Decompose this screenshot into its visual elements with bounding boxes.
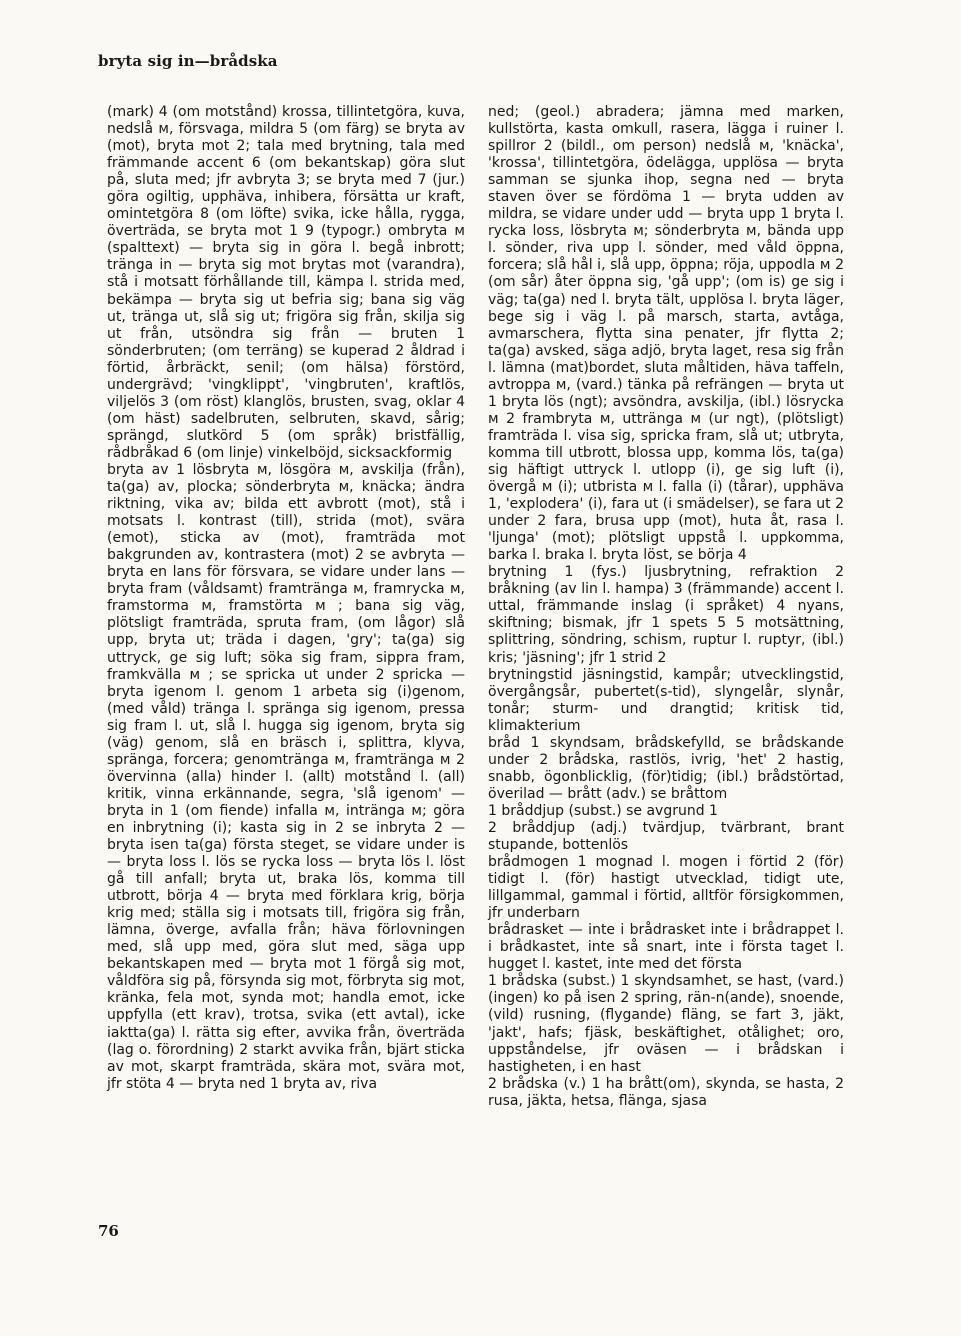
dictionary-entry: brytning 1 (fys.) ljusbrytning, refraktion 2 bråkning (av lin l. hampa) 3 (främmande) accent l. uttal, främmande inslag (i språket) 4 nyans, skiftning; bismak, jfr 1 spets 5 5 motsättning, splittring, söndring, schism, ruptur l. ruptyr, (ibl.) kris; 'jäsning'; jfr 1 strid 2 <box>488 564 844 666</box>
dictionary-entry: brådmogen 1 mognad l. mogen i förtid 2 (för) tidigt l. (för) hastigt utvecklad, tidigt ute, lillgammal, gammal i förtid, alltför försigkommen, jfr underbarn <box>488 854 844 922</box>
dictionary-entry: brådrasket — inte i brådrasket inte i brådrappet l. i brådkastet, inte så snart, inte i första taget l. hugget l. kastet, inte med det första <box>488 922 844 973</box>
page-number: 76 <box>98 1222 119 1240</box>
dictionary-entry: 2 brådska (v.) 1 ha brått(om), skynda, se hasta, 2 rusa, jäkta, hetsa, flänga, sjasa <box>488 1075 844 1109</box>
dictionary-entry: 1 brådska (subst.) 1 skyndsamhet, se hast, (vard.) (ingen) ko på isen 2 spring, rän-n(ande), snoende, (vild) rusning, (flygande) fläng, se fart 3, jäkt, 'jakt', hafs; fjäsk, beskäftighet, otålighet; oro, uppståndelse, jfr oväsen — i brådskan i hastigheten, i en hast <box>488 973 844 1075</box>
dictionary-entry: (mark) 4 (om motstånd) krossa, tillintetgöra, kuva, nedslå ᴍ, försvaga, mildra 5 (om färg) se bryta av (mot), bryta mot 2; tala med brytning, tala med främmande accent 6 (om bekantskap) göra slut på, sluta med; jfr avbryta 3; se bryta med 7 (jur.) göra ogiltig, upphäva, inhibera, försätta ur kraft, omintetgöra 8 (om löfte) svika, icke hålla, rygga, överträda, se bryta mot 1 9 (typogr.) ombryta ᴍ (spalttext) — bryta sig in göra l. begå inbrott; tränga in — bryta sig mot brytas mot (varandra), stå i motsatt förhållande till, kämpa l. strida med, bekämpa — bryta sig ut befria sig; bana sig väg ut, tränga ut, slå sig ut; frigöra sig från, skilja sig ut från, utsöndra sig från — bruten 1 sönderbruten; (om terräng) se kuperad 2 åldrad i förtid, årbräckt, senil; (om hälsa) förstörd, undergrävd; 'vingklippt', 'vingbruten', kraftlös, viljelös 3 (om röst) klanglös, brusten, svag, oklar 4 (om häst) sadelbruten, selbruten, skavd, sårig; sprängd, slutkörd 5 (om språk) bristfällig, rådbråkad 6 (om linje) vinkelböjd, sicksackformig <box>107 104 465 461</box>
running-head: bryta sig in—brådska <box>98 52 278 70</box>
dictionary-entry: bråd 1 skyndsam, brådskefylld, se brådskande under 2 brådska, rastlös, ivrig, 'het' 2 hastig, snabb, ögonblicklig, (för)tidig; (ibl.) brådstörtad, överilad — brått (adv.) se bråttom <box>488 734 844 802</box>
dictionary-entry: 1 bråddjup (subst.) se avgrund 1 <box>488 802 718 819</box>
right-column <box>488 104 844 1110</box>
dictionary-entry: brytningstid jäsningstid, kampår; utvecklingstid, övergångsår, pubertet(s-tid), slyngelår, slynår, tonår; sturm- und drangtid; kritisk tid, klimakterium <box>488 666 844 734</box>
dictionary-entry: ned; (geol.) abradera; jämna med marken, kullstörta, kasta omkull, rasera, lägga i ruiner l. spillror 2 (bildl., om person) nedslå ᴍ, 'knäcka', 'krossa', tillintetgöra, ödelägga, upplösa — bryta samman se sjunka ihop, segna ned — bryta staven över se fördöma 1 — bryta udden av mildra, se vidare under udd — bryta upp 1 bryta l. rycka loss, lösbryta ᴍ; sönderbryta ᴍ, bända upp l. sönder, riva upp l. sönder, med våld öppna, forcera; slå hål i, slå upp, öppna; röja, uppodla ᴍ 2 (om sår) åter öppna sig, 'gå upp'; (om is) ge sig i väg; ta(ga) ned l. bryta tält, upplösa l. bryta läger, bege sig i väg l. på marsch, starta, avtåga, avmarschera, flytta sina penater, jfr flytta 2; ta(ga) avsked, säga adjö, bryta laget, resa sig från l. lämna (mat)bordet, sluta måltiden, häva taffeln, avtroppa ᴍ, (vard.) tänka på refrängen — bryta ut 1 bryta lös (ngt); avsöndra, avskilja, (ibl.) lösrycka ᴍ 2 frambryta ᴍ, uttränga ᴍ (ur ngt), (plötsligt) framträda l. visa sig, spricka fram, slå ut; utbryta, komma till utbrott, blossa upp, komma lös, ta(ga) sig häftigt uttryck l. utlopp (i), ge sig luft (i), övergå ᴍ (i); utbrista ᴍ l. falla (i) (tårar), upphäva 1, 'explodera' (i), fara ut (i smädelser), se fara ut 2 under 2 fara, brusa upp (mot), huta åt, rasa l. 'ljunga' (mot); plötsligt uppstå l. uppkomma, barka l. braka l. bryta löst, se börja 4 <box>488 104 844 564</box>
dictionary-entry: 2 bråddjup (adj.) tvärdjup, tvärbrant, brant stupande, bottenlös <box>488 819 844 854</box>
dictionary-entry: bryta av 1 lösbryta ᴍ, lösgöra ᴍ, avskilja (från), ta(ga) av, plocka; sönderbryta ᴍ, knäcka; ändra riktning, vika av; bilda ett avbrott (mot), stå i motsats l. kontrast (till), strida (mot), svära (emot), sticka av (mot), framträda mot bakgrunden av, kontrastera (mot) 2 se avbryta — bryta en lans för försvara, se vidare under lans — bryta fram (våldsamt) framtränga ᴍ, framrycka ᴍ, framstorma ᴍ, framstörta ᴍ ; bana sig väg, plötsligt framträda, spruta fram, (om lågor) slå upp, bryta ut; träda i dagen, 'gry'; ta(ga) sig uttryck, ge sig luft; söka sig fram, sippra fram, framkvälla ᴍ ; se spricka ut under 2 spricka — bryta igenom l. genom 1 arbeta sig (i)genom, (med våld) tränga l. spränga sig igenom, pressa sig fram l. ut, slå l. hugga sig igenom, bryta sig (väg) genom, slå en bräsch i, splittra, klyva, spränga, forcera; genomtränga ᴍ, framtränga ᴍ 2 övervinna (alla) hinder l. (allt) motstånd l. (all) kritik, vinna erkännande, segra, 'slå igenom' — bryta in 1 (om fiende) infalla ᴍ, intränga ᴍ; göra en inbrytning (i); kasta sig in 2 se inbryta 2 — bryta isen ta(ga) första steget, se vidare under is — bryta loss l. lös se rycka loss — bryta lös l. löst gå till anfall; bryta ut, braka lös, komma till utbrott, börja 4 — bryta med förklara krig, börja krig med; ställa sig i motsats till, frigöra sig från, lämna, överge, avfalla från; häva förlovningen med, slå upp med, göra slut med, säga upp bekantskapen med — bryta mot 1 förgå sig mot, våldföra sig på, försyndа sig mot, förbryta sig mot, kränka, fela mot, synda mot; handla emot, icke uppfylla (ett krav), trotsa, svika (ett avtal), icke iakttа(ga) l. rätta sig efter, avvika från, överträda (lag o. förordning) 2 starkt avvika från, bjärt sticka av mot, skarpt framträda, skära mot, svära mot, jfr stöta 4 — bryta ned 1 bryta av, riva <box>107 461 465 1092</box>
left-column <box>107 104 465 1093</box>
